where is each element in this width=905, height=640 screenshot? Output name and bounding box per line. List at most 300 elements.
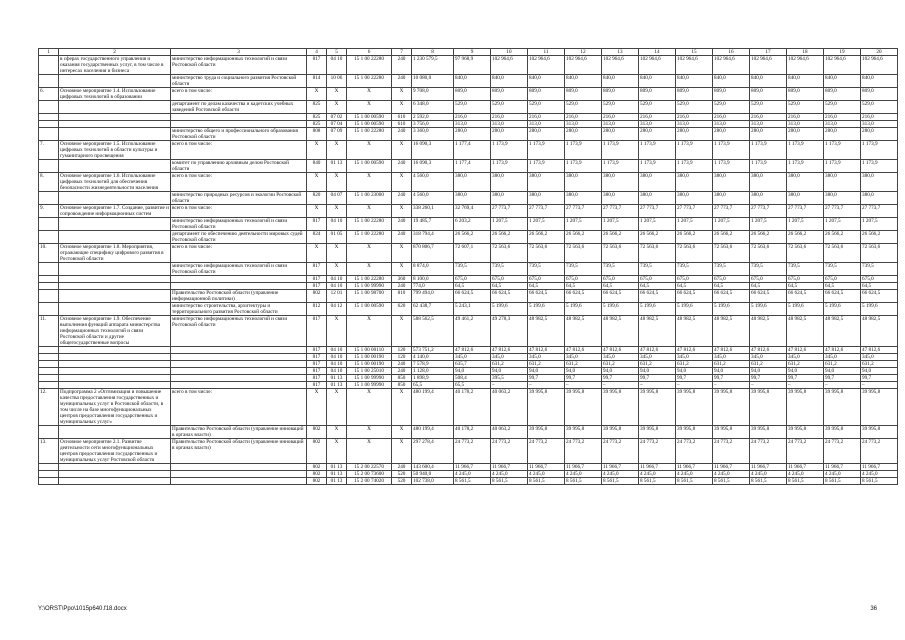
- table-cell: 620: [392, 303, 412, 316]
- table-cell: 809,0: [454, 88, 491, 101]
- table-row: [39, 283, 898, 290]
- table-cell: 240: [392, 464, 412, 471]
- table-cell: 380,0: [602, 192, 639, 205]
- header-cell: 5: [327, 49, 347, 56]
- table-cell: 380,0: [491, 173, 528, 192]
- table-cell: 39 995,8: [861, 389, 898, 426]
- header-cell: 13: [602, 49, 639, 56]
- table-cell: 94,0: [565, 368, 602, 375]
- table-cell: 94,0: [787, 368, 824, 375]
- header-cell: 18: [787, 49, 824, 56]
- table-cell: 1 177,4: [454, 141, 491, 160]
- table-cell: 824: [307, 231, 327, 244]
- table-cell: [39, 303, 59, 316]
- header-row: [39, 49, 898, 56]
- table-cell: [171, 464, 307, 471]
- table-cell: 4 560,0: [412, 192, 454, 205]
- table-cell: 240: [392, 128, 412, 141]
- table-cell: 26 566,2: [454, 231, 491, 244]
- table-cell: 26 566,2: [861, 231, 898, 244]
- table-cell: 64,5: [639, 283, 676, 290]
- table-cell: 4 140,0: [412, 354, 454, 361]
- table-cell: 11.: [39, 316, 59, 347]
- table-cell: 10 080,0: [412, 75, 454, 88]
- table-cell: 27 773,7: [750, 205, 787, 218]
- table-cell: Правительство Ростовской области (управление инноваций в органах власти): [171, 426, 307, 439]
- table-cell: 380,0: [713, 173, 750, 192]
- table-cell: [39, 114, 59, 121]
- table-row: [39, 354, 898, 361]
- table-cell: 11 966,7: [676, 464, 713, 471]
- table-cell: 15 2 00 73600: [347, 471, 392, 478]
- table-cell: 15 1 00 98700: [347, 290, 392, 303]
- table-cell: 48 982,5: [787, 316, 824, 347]
- table-cell: 840,0: [491, 75, 528, 88]
- table-cell: 216,0: [861, 114, 898, 121]
- table-cell: [59, 283, 171, 290]
- table-cell: 508,4: [454, 375, 491, 382]
- table-cell: X: [307, 389, 327, 426]
- table-cell: 240: [392, 361, 412, 368]
- table-cell: 1 898,9: [412, 375, 454, 382]
- table-cell: 280,0: [824, 128, 861, 141]
- table-row: [39, 231, 898, 244]
- table-cell: 72 563,6: [750, 244, 787, 263]
- table-cell: 1 173,9: [676, 141, 713, 160]
- table-cell: 5 199,6: [750, 303, 787, 316]
- table-cell: 39 995,8: [676, 426, 713, 439]
- table-cell: [39, 128, 59, 141]
- table-cell: 64,5: [787, 283, 824, 290]
- table-cell: 15 1 00 22280: [347, 218, 392, 231]
- table-cell: 12.: [39, 389, 59, 426]
- table-row: [39, 101, 898, 114]
- table-cell: [39, 290, 59, 303]
- table-cell: 62 438,7: [412, 303, 454, 316]
- table-cell: 47 812,6: [676, 347, 713, 354]
- table-cell: 840,0: [602, 75, 639, 88]
- table-cell: 65,5: [454, 382, 491, 389]
- table-cell: 24 773,2: [454, 439, 491, 464]
- table-cell: Основное мероприятие 1.8. Мероприятия, отражающие специфику цифрового развития в Ростовской области: [59, 244, 171, 263]
- table-cell: 380,0: [491, 192, 528, 205]
- table-cell: всего в том числе:: [171, 205, 307, 218]
- table-row: [39, 290, 898, 303]
- table-cell: 27 773,7: [528, 205, 565, 218]
- table-cell: 1 173,9: [491, 160, 528, 173]
- table-cell: 280,0: [639, 128, 676, 141]
- header-cell: 7: [392, 49, 412, 56]
- table-cell: 65,5: [412, 382, 454, 389]
- table-cell: 675,0: [750, 276, 787, 283]
- table-cell: 04 07: [327, 192, 347, 205]
- table-cell: 840,0: [824, 75, 861, 88]
- table-cell: 72 563,6: [639, 244, 676, 263]
- table-cell: 739,5: [454, 263, 491, 276]
- table-cell: 8.: [39, 173, 59, 192]
- table-cell: 27 773,7: [713, 205, 750, 218]
- table-cell: 216,0: [824, 114, 861, 121]
- table-row: [39, 263, 898, 276]
- table-cell: 675,0: [491, 276, 528, 283]
- table-cell: 345,0: [676, 354, 713, 361]
- table-cell: 07 02: [327, 114, 347, 121]
- table-cell: 19 485,7: [412, 218, 454, 231]
- table-cell: X: [327, 88, 347, 101]
- table-cell: 72 563,6: [787, 244, 824, 263]
- table-cell: –: [713, 382, 750, 389]
- table-cell: 631,2: [639, 361, 676, 368]
- table-row: [39, 361, 898, 368]
- table-cell: 47 812,6: [602, 347, 639, 354]
- table-cell: 66 624,5: [454, 290, 491, 303]
- table-cell: 11 966,7: [750, 464, 787, 471]
- table-cell: 240: [392, 218, 412, 231]
- table-cell: X: [392, 88, 412, 101]
- table-cell: 313,0: [861, 121, 898, 128]
- table-cell: 345,0: [824, 354, 861, 361]
- table-cell: 380,0: [602, 173, 639, 192]
- table-cell: X: [392, 205, 412, 218]
- table-cell: 72 563,6: [602, 244, 639, 263]
- table-cell: 380,0: [676, 173, 713, 192]
- table-cell: 817: [307, 283, 327, 290]
- table-cell: 15 1 00 00110: [347, 347, 392, 354]
- table-row: [39, 478, 898, 485]
- table-cell: 360: [392, 276, 412, 283]
- table-cell: [39, 101, 59, 114]
- table-cell: 1 173,9: [750, 160, 787, 173]
- table-cell: 739,5: [750, 263, 787, 276]
- table-cell: 66 624,5: [602, 290, 639, 303]
- table-cell: 809,0: [750, 88, 787, 101]
- table-cell: 04 12: [327, 303, 347, 316]
- table-cell: 313,0: [528, 121, 565, 128]
- table-cell: 04 10: [327, 56, 347, 75]
- table-cell: 216,0: [639, 114, 676, 121]
- table-row: [39, 128, 898, 141]
- table-cell: X: [327, 426, 347, 439]
- table-cell: X: [392, 389, 412, 426]
- table-cell: [59, 263, 171, 276]
- table-cell: –: [491, 382, 528, 389]
- table-cell: 1 207,5: [861, 218, 898, 231]
- table-cell: всего в том числе:: [171, 141, 307, 160]
- table-cell: 809,0: [565, 88, 602, 101]
- table-cell: 739,5: [861, 263, 898, 276]
- table-row: [39, 205, 898, 218]
- table-cell: [39, 283, 59, 290]
- table-cell: 739,5: [602, 263, 639, 276]
- table-cell: 802: [307, 471, 327, 478]
- table-cell: 380,0: [787, 192, 824, 205]
- table-cell: 24 773,2: [824, 439, 861, 464]
- table-cell: 27 773,7: [639, 205, 676, 218]
- table-cell: X: [327, 205, 347, 218]
- table-cell: [171, 276, 307, 283]
- table-cell: 1 173,9: [787, 160, 824, 173]
- table-cell: 380,0: [528, 192, 565, 205]
- header-cell: 17: [750, 49, 787, 56]
- table-cell: в сферах государственного управления и оказания государственных услуг, в том числе в интересах населения и бизнеса: [59, 56, 171, 75]
- table-cell: X: [392, 426, 412, 439]
- table-cell: 11 966,7: [713, 464, 750, 471]
- table-cell: 1 173,9: [491, 141, 528, 160]
- table-cell: [59, 192, 171, 205]
- table-cell: 24 773,2: [602, 439, 639, 464]
- table-row: [39, 426, 898, 439]
- table-cell: 1 173,9: [639, 160, 676, 173]
- table-cell: 94,0: [639, 368, 676, 375]
- table-cell: 10 06: [327, 75, 347, 88]
- table-cell: 99,7: [787, 375, 824, 382]
- table-cell: 5 199,6: [787, 303, 824, 316]
- table-cell: 01 13: [327, 160, 347, 173]
- table-cell: 47 812,6: [713, 347, 750, 354]
- table-cell: 66 624,5: [713, 290, 750, 303]
- table-cell: 143 600,4: [412, 464, 454, 471]
- table-row: [39, 56, 898, 75]
- table-cell: 1 207,5: [602, 218, 639, 231]
- table-cell: 280,0: [454, 128, 491, 141]
- table-cell: 817: [307, 361, 327, 368]
- table-cell: 313,0: [639, 121, 676, 128]
- table-cell: 817: [307, 354, 327, 361]
- table-cell: 216,0: [787, 114, 824, 121]
- table-cell: 809,0: [528, 88, 565, 101]
- table-cell: 39 995,8: [787, 389, 824, 426]
- table-cell: [39, 478, 59, 485]
- table-cell: [171, 471, 307, 478]
- table-cell: [59, 471, 171, 478]
- table-cell: X: [392, 173, 412, 192]
- table-cell: 4 245,0: [787, 471, 824, 478]
- table-cell: 26 566,2: [824, 231, 861, 244]
- table-cell: 99,7: [750, 375, 787, 382]
- table-cell: 809,0: [787, 88, 824, 101]
- table-cell: –: [602, 382, 639, 389]
- table-cell: 5 199,6: [639, 303, 676, 316]
- table-cell: 817: [307, 316, 327, 347]
- table-cell: 240: [392, 231, 412, 244]
- table-cell: 675,0: [676, 276, 713, 283]
- header-cell: 3: [171, 49, 307, 56]
- table-cell: 480 199,4: [412, 389, 454, 426]
- table-cell: 48 982,5: [602, 316, 639, 347]
- table-cell: 739,5: [639, 263, 676, 276]
- table-cell: 8 561,5: [528, 478, 565, 485]
- table-cell: 810: [392, 290, 412, 303]
- table-cell: 840,0: [454, 75, 491, 88]
- table-cell: 817: [307, 218, 327, 231]
- table-cell: 1 207,5: [676, 218, 713, 231]
- table-cell: [171, 121, 307, 128]
- table-cell: X: [347, 141, 392, 160]
- table-cell: 739,5: [528, 263, 565, 276]
- table-cell: 6 348,0: [412, 101, 454, 114]
- table-cell: 240: [392, 75, 412, 88]
- table-cell: 870 806,7: [412, 244, 454, 263]
- table-cell: 529,0: [750, 101, 787, 114]
- table-cell: 11 966,7: [491, 464, 528, 471]
- table-cell: 240: [392, 160, 412, 173]
- table-cell: 280,0: [750, 128, 787, 141]
- table-cell: 635,7: [454, 361, 491, 368]
- table-cell: 345,0: [639, 354, 676, 361]
- table-cell: X: [392, 439, 412, 464]
- table-cell: 825: [307, 101, 327, 114]
- table-row: [39, 160, 898, 173]
- table-row: [39, 244, 898, 263]
- header-cell: 19: [824, 49, 861, 56]
- table-cell: 9 708,0: [412, 88, 454, 101]
- table-cell: 64,5: [565, 283, 602, 290]
- table-cell: 26 566,2: [676, 231, 713, 244]
- table-cell: X: [347, 439, 392, 464]
- table-cell: 27 773,7: [787, 205, 824, 218]
- table-cell: 739,5: [713, 263, 750, 276]
- table-cell: 3 756,0: [412, 121, 454, 128]
- table-row: [39, 303, 898, 316]
- table-cell: 216,0: [750, 114, 787, 121]
- table-cell: 380,0: [861, 173, 898, 192]
- table-cell: [59, 375, 171, 382]
- table-cell: 4 245,0: [750, 471, 787, 478]
- table-cell: Основное мероприятие 1.5. Использование цифровых технологий в области культуры и гуманитарного просвещения: [59, 141, 171, 160]
- table-cell: 216,0: [528, 114, 565, 121]
- table-cell: [39, 263, 59, 276]
- table-cell: 64,5: [491, 283, 528, 290]
- table-cell: 280,0: [861, 128, 898, 141]
- table-cell: 345,0: [713, 354, 750, 361]
- table-cell: министерство труда и социального развития Ростовской области: [171, 75, 307, 88]
- table-cell: 39 995,8: [750, 389, 787, 426]
- table-cell: 216,0: [676, 114, 713, 121]
- table-cell: [39, 160, 59, 173]
- table-cell: 8 561,5: [454, 478, 491, 485]
- table-cell: [171, 347, 307, 354]
- table-cell: 825: [307, 114, 327, 121]
- table-cell: 4 245,0: [861, 471, 898, 478]
- header-cell: 6: [347, 49, 392, 56]
- table-cell: 47 812,6: [787, 347, 824, 354]
- table-cell: –: [565, 382, 602, 389]
- table-cell: 64,5: [528, 283, 565, 290]
- table-cell: 529,0: [565, 101, 602, 114]
- table-cell: 8 561,5: [565, 478, 602, 485]
- table-cell: 825: [307, 121, 327, 128]
- table-cell: 1 207,5: [787, 218, 824, 231]
- table-cell: [39, 56, 59, 75]
- table-cell: 5 243,1: [454, 303, 491, 316]
- table-cell: 240: [392, 283, 412, 290]
- table-cell: [39, 426, 59, 439]
- table-cell: 1 173,9: [861, 160, 898, 173]
- table-cell: 313,0: [676, 121, 713, 128]
- table-cell: 380,0: [565, 173, 602, 192]
- table-cell: 1 173,9: [565, 160, 602, 173]
- table-cell: 66 624,5: [676, 290, 713, 303]
- table-row: [39, 375, 898, 382]
- table-cell: 840,0: [861, 75, 898, 88]
- table-cell: 01 05: [327, 231, 347, 244]
- table-row: [39, 192, 898, 205]
- table-cell: 39 995,8: [787, 426, 824, 439]
- table-cell: 1 173,9: [528, 141, 565, 160]
- table-cell: 840,0: [528, 75, 565, 88]
- table-cell: 64,5: [713, 283, 750, 290]
- table-cell: [171, 361, 307, 368]
- table-cell: 313,0: [787, 121, 824, 128]
- table-cell: 395,5: [491, 375, 528, 382]
- table-cell: 39 995,8: [824, 389, 861, 426]
- table-cell: 4 245,0: [639, 471, 676, 478]
- table-cell: 66 624,5: [787, 290, 824, 303]
- table-cell: 64,5: [454, 283, 491, 290]
- table-cell: 675,0: [713, 276, 750, 283]
- table-cell: 820: [307, 192, 327, 205]
- table-cell: X: [392, 141, 412, 160]
- table-cell: 4 245,0: [602, 471, 639, 478]
- table-cell: 01 13: [327, 382, 347, 389]
- table-cell: 817: [307, 375, 327, 382]
- table-cell: министерство природных ресурсов и экологии Ростовской области: [171, 192, 307, 205]
- table-cell: [171, 283, 307, 290]
- table-cell: 27 773,7: [861, 205, 898, 218]
- table-cell: 675,0: [454, 276, 491, 283]
- table-cell: 739,5: [491, 263, 528, 276]
- table-cell: 802: [307, 464, 327, 471]
- table-row: [39, 471, 898, 478]
- table-cell: 817: [307, 382, 327, 389]
- table-cell: 840,0: [750, 75, 787, 88]
- table-cell: 15 2 00 22570: [347, 464, 392, 471]
- table-cell: 4 245,0: [454, 471, 491, 478]
- table-cell: [171, 375, 307, 382]
- table-cell: департамент по делам казачества и кадетских учебных заведений Ростовской области: [171, 101, 307, 114]
- table-cell: [39, 382, 59, 389]
- table-cell: 313,0: [713, 121, 750, 128]
- table-cell: 39 995,8: [639, 389, 676, 426]
- table-cell: 1 173,9: [824, 141, 861, 160]
- table-cell: 39 995,8: [602, 389, 639, 426]
- table-cell: 27 773,7: [824, 205, 861, 218]
- table-cell: 675,0: [824, 276, 861, 283]
- table-cell: [171, 354, 307, 361]
- table-cell: 24 773,2: [787, 439, 824, 464]
- table-cell: 39 995,8: [565, 426, 602, 439]
- table-cell: 40 178,2: [454, 389, 491, 426]
- table-cell: Основное мероприятие 1.4. Использование цифровых технологий в образовании: [59, 88, 171, 101]
- table-cell: 94,0: [676, 368, 713, 375]
- table-cell: 840,0: [713, 75, 750, 88]
- table-cell: 24 773,2: [565, 439, 602, 464]
- table-cell: 850: [392, 375, 412, 382]
- table-cell: 1 230 579,5: [412, 56, 454, 75]
- table-cell: 802: [307, 290, 327, 303]
- table-cell: 4 245,0: [676, 471, 713, 478]
- table-cell: 99,7: [824, 375, 861, 382]
- table-cell: 5 199,6: [565, 303, 602, 316]
- table-cell: 1 173,9: [713, 160, 750, 173]
- table-cell: 380,0: [454, 173, 491, 192]
- table-cell: 15 1 00 00590: [347, 114, 392, 121]
- table-cell: 04 10: [327, 276, 347, 283]
- table-cell: 5 199,6: [528, 303, 565, 316]
- table-cell: 15 1 00 99990: [347, 382, 392, 389]
- table-cell: 11 966,7: [528, 464, 565, 471]
- table-cell: X: [392, 263, 412, 276]
